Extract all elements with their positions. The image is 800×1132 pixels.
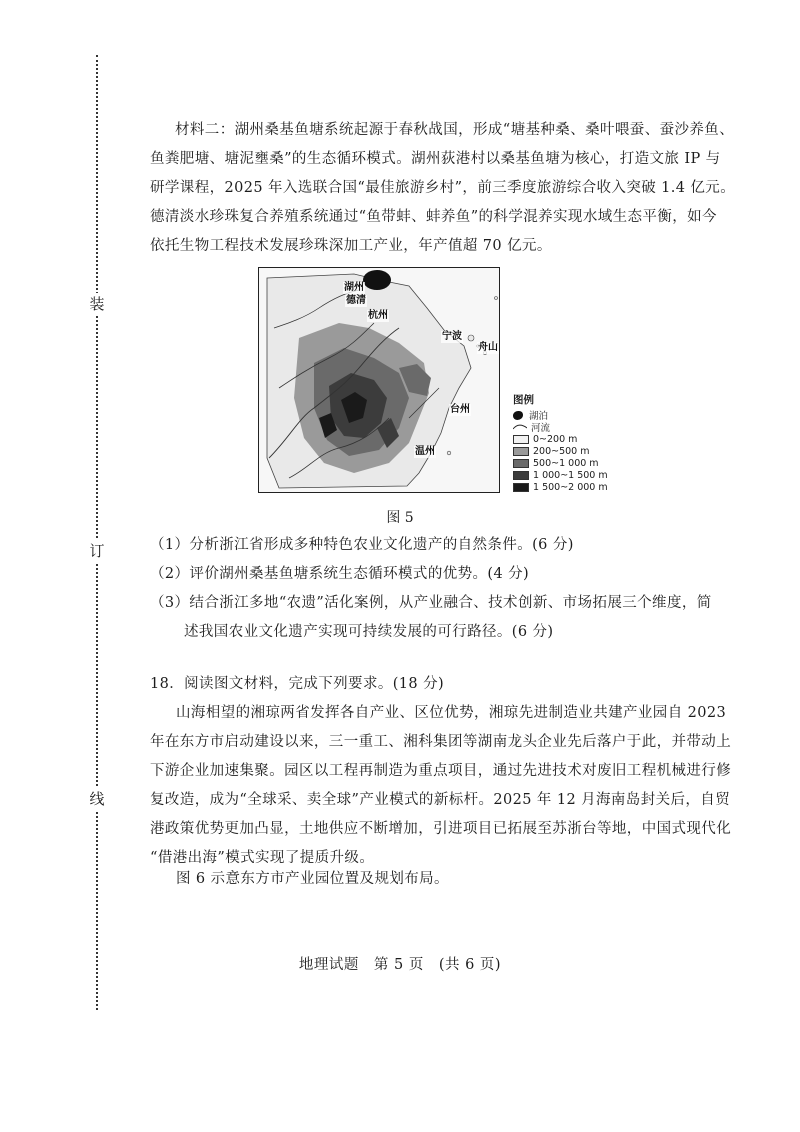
legend-row-elev-1 xyxy=(513,445,633,457)
map-label-huzhou: 湖州 xyxy=(344,282,364,293)
material-line: 鱼粪肥塘、塘泥壅桑”的生态循环模式。湖州荻港村以桑基鱼塘为核心，打造文旅 IP 与 xyxy=(150,151,721,167)
legend-row-river xyxy=(513,421,633,433)
q18-line: “借港出海”模式实现了提质升级。 xyxy=(150,850,375,866)
material-line: 德清淡水珍珠复合养殖系统通过“鱼带蚌、蚌养鱼”的科学混养实现水域生态平衡，如今 xyxy=(150,209,717,225)
binding-char-ding: 订 xyxy=(86,540,108,562)
lake-icon xyxy=(513,411,523,420)
elevation-swatch xyxy=(513,435,529,444)
map-label-taizhou: 台州 xyxy=(450,404,470,415)
material-line: 研学课程，2025 年入选联合国“最佳旅游乡村”，前三季度旅游综合收入突破 1.4 亿元。 xyxy=(150,180,736,196)
legend-elev-label: 0~200 m xyxy=(533,433,578,445)
page-footer: 地理试题 第 5 页 (共 6 页) xyxy=(298,957,502,973)
legend-lake-label: 湖泊 xyxy=(529,411,549,422)
q18-line: 港政策优势更加凸显，土地供应不断增加，引进项目已拓展至苏浙台等地，中国式现代化 xyxy=(150,821,732,837)
river-icon xyxy=(513,423,527,431)
map-label-deqing: 德清 xyxy=(346,295,366,306)
elevation-swatch xyxy=(513,459,529,468)
binding-char-xian: 线 xyxy=(86,788,108,810)
question-item: （1）分析浙江省形成多种特色农业文化遗产的自然条件。(6 分) xyxy=(150,537,574,553)
legend-row-elev-0 xyxy=(513,433,633,445)
material-line: 材料二：湖州桑基鱼塘系统起源于春秋战国，形成“塘基种桑、桑叶喂蚕、蚕沙养鱼、 xyxy=(175,122,735,138)
legend-elev-label: 500~1 000 m xyxy=(533,457,599,469)
q18-line: 下游企业加速集聚。园区以工程再制造为重点项目，通过先进技术对废旧工程机械进行修 xyxy=(150,763,732,779)
question-item: （3）结合浙江多地“农遗”活化案例，从产业融合、技术创新、市场拓展三个维度，简 xyxy=(150,595,712,611)
map-label-hangzhou: 杭州 xyxy=(368,310,388,321)
legend-row-elev-4 xyxy=(513,481,633,493)
legend-elev-label: 200~500 m xyxy=(533,445,590,457)
q18-line: 图 6 示意东方市产业园位置及规划布局。 xyxy=(176,871,449,887)
map-label-ningbo: 宁波 xyxy=(442,331,462,342)
binding-dotted-line xyxy=(96,55,98,1010)
elevation-swatch xyxy=(513,483,529,492)
legend-elev-label: 1 000~1 500 m xyxy=(533,469,608,481)
q18-line: 年在东方市启动建设以来，三一重工、湘科集团等湖南龙头企业先后落户于此，并带动上 xyxy=(150,734,732,750)
legend-row-elev-2 xyxy=(513,457,633,469)
map-legend xyxy=(513,392,633,493)
material-line: 依托生物工程技术发展珍珠深加工产业，年产值超 70 亿元。 xyxy=(150,238,552,254)
question-item: 述我国农业文化遗产实现可持续发展的可行路径。(6 分) xyxy=(184,624,554,640)
q18-line: 复改造，成为“全球采、卖全球”产业模式的新标杆。2025 年 12 月海南岛封关后，自贸 xyxy=(150,792,731,808)
legend-row-elev-3 xyxy=(513,469,633,481)
elevation-swatch xyxy=(513,471,529,480)
legend-elev-label: 1 500~2 000 m xyxy=(533,481,608,493)
question-18-heading: 18．阅读图文材料，完成下列要求。(18 分) xyxy=(150,676,445,692)
legend-title: 图例 xyxy=(513,394,534,406)
question-item: （2）评价湖州桑基鱼塘系统生态循环模式的优势。(4 分) xyxy=(150,566,530,582)
map-label-wenzhou: 温州 xyxy=(415,446,435,457)
zhejiang-topographic-map xyxy=(258,267,500,493)
elevation-swatch xyxy=(513,447,529,456)
map-label-zhoushan: 舟山 xyxy=(478,342,498,353)
map-graphic xyxy=(259,268,499,492)
legend-river-label: 河流 xyxy=(531,423,551,434)
binding-char-zhuang: 装 xyxy=(86,293,108,315)
q18-line: 山海相望的湘琼两省发挥各自产业、区位优势，湘琼先进制造业共建产业园自 2023 xyxy=(176,705,727,721)
figure-caption: 图 5 xyxy=(386,510,414,526)
